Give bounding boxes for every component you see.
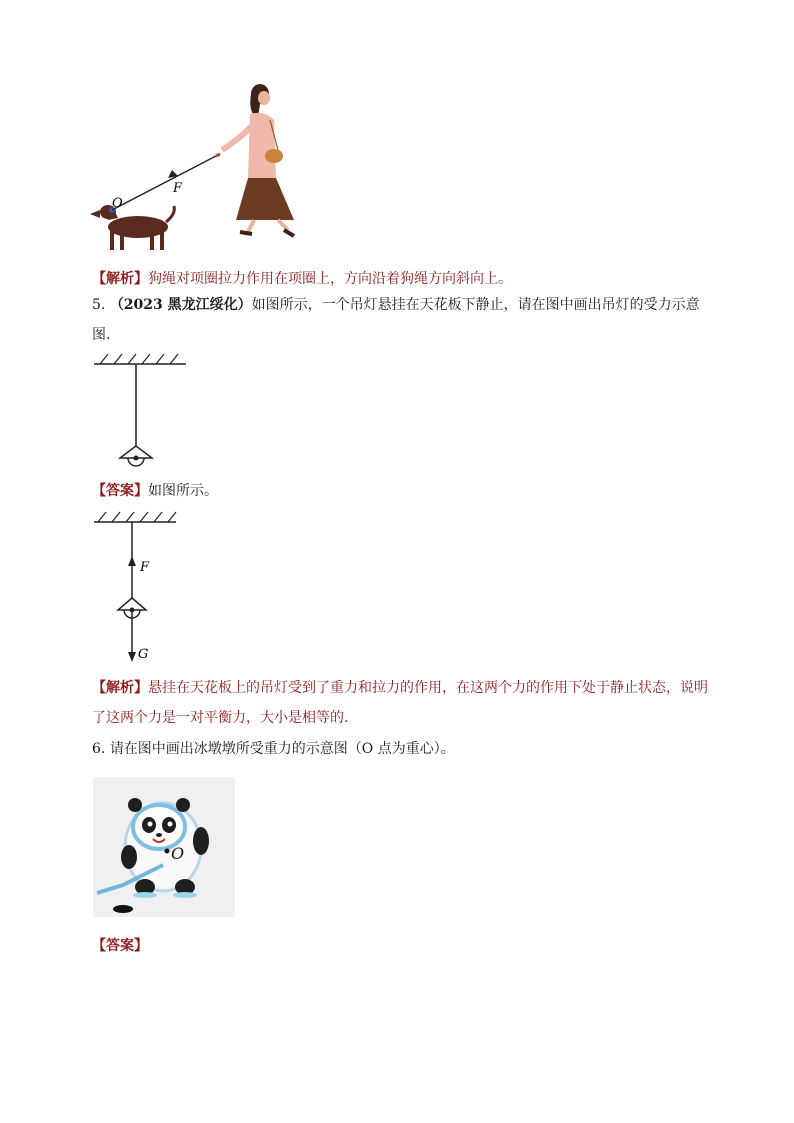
answer-tag: 【答案】 (92, 938, 148, 954)
analysis-text-cont: 了这两个力是一对平衡力，大小是相等的. (92, 710, 349, 726)
bing-dwen-dwen-image (93, 777, 235, 917)
question-number: 5. (92, 297, 106, 313)
analysis-5-line1 (92, 679, 708, 697)
analysis-text: 狗绳对项圈拉力作用在项圈上，方向沿着狗绳方向斜向上。 (148, 271, 512, 287)
center-of-gravity-label: O (171, 844, 185, 863)
question-text: 如图所示，一个吊灯悬挂在天花板下静止，请在图中画出吊灯的受力示意 (251, 297, 700, 313)
analysis-tag: 【解析】 (92, 680, 148, 696)
lamp-force-diagram (90, 508, 190, 668)
answer-5 (92, 482, 218, 500)
question-6 (92, 740, 455, 758)
hanging-lamp-figure (90, 350, 190, 470)
analysis-5-line2 (92, 709, 348, 727)
force-f-label: F (140, 560, 150, 575)
question-source: （2023 黑龙江绥化） (109, 297, 252, 313)
dog-illustration (90, 205, 174, 250)
leash-force-arrow (112, 156, 216, 210)
force-g-label: G (138, 647, 149, 662)
analysis-text: 悬挂在天花板上的吊灯受到了重力和拉力的作用，在这两个力的作用下处于静止状态，说明 (148, 680, 708, 696)
answer-tag: 【答案】 (92, 483, 148, 499)
answer-6 (92, 937, 148, 955)
question-5-line1 (92, 296, 700, 314)
answer-text: 如图所示。 (148, 483, 218, 499)
force-f-arrowhead (128, 556, 136, 566)
force-f-label: F (173, 181, 183, 196)
woman-illustration (222, 84, 294, 236)
analysis-tag: 【解析】 (92, 271, 148, 287)
analysis-1 (92, 270, 512, 288)
question-number: 6. (92, 741, 106, 757)
question-5-line2 (92, 326, 110, 344)
point-o-label: O (112, 196, 123, 211)
question-text: 请在图中画出冰墩墩所受重力的示意图（O 点为重心）。 (109, 741, 455, 757)
question-text-cont: 图. (92, 327, 111, 343)
dog-walking-figure (88, 80, 308, 255)
